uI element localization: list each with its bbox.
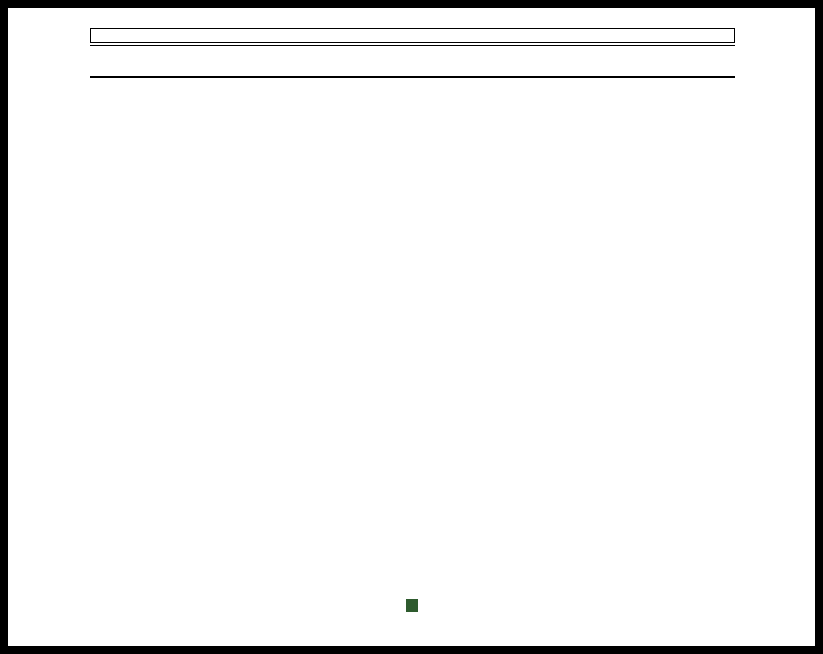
title-divider [90,45,735,46]
excel-x-icon [406,599,418,612]
checkbox-column-header [90,62,108,76]
logo-wordmark [8,598,815,614]
focus-column-header [140,62,537,76]
month-column-header [108,62,140,76]
page-footer [8,596,815,636]
table-header-row [90,62,735,78]
worksheet-page [8,8,815,646]
resources-column-header [537,62,647,76]
excelevate-logo [8,598,815,613]
document-title [90,28,735,43]
finish-date-column-header [690,62,735,76]
target-date-column-header [647,62,690,76]
